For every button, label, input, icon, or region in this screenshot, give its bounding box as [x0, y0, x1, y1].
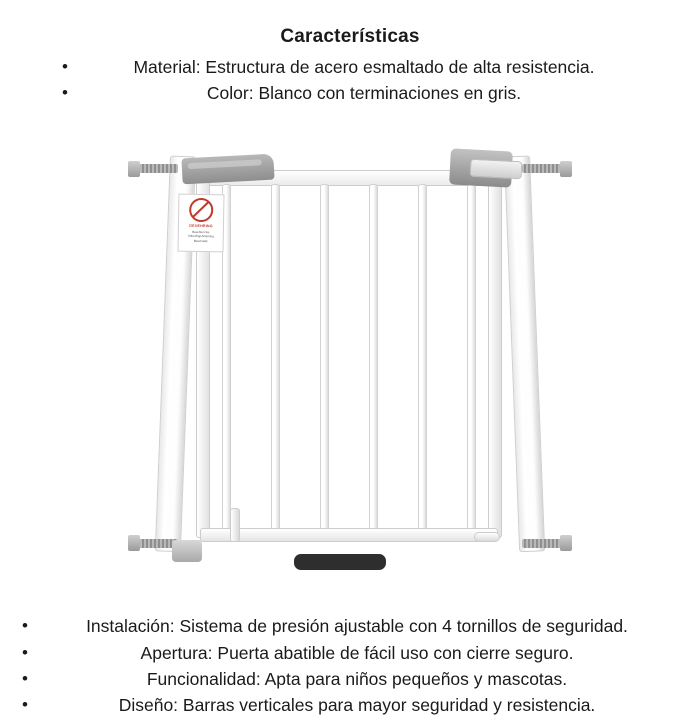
- pressure-bolt-cap-bottom-right: [560, 535, 572, 551]
- page-title: Características: [280, 26, 420, 47]
- feature-text: Funcionalidad: Apta para niños pequeños y mascotas.: [146, 668, 568, 689]
- feature-text: Diseño: Barras verticales para mayor seguridad y resistencia.: [118, 694, 596, 715]
- warning-sticker: [177, 194, 224, 253]
- door-frame-right: [488, 178, 502, 538]
- door-frame-bottom: [200, 528, 498, 542]
- bullet-icon: •: [62, 83, 68, 103]
- door-bar: [320, 184, 329, 538]
- lower-lock-pin: [230, 508, 240, 542]
- pressure-bolt-cap-top-left: [128, 161, 140, 177]
- pressure-bolt-top-right: [522, 164, 564, 173]
- door-bar: [418, 184, 427, 538]
- pressure-bolt-bottom-right: [522, 539, 564, 548]
- list-item: [0, 613, 700, 639]
- safety-gate-illustration: [118, 144, 582, 564]
- gate-latch-knob-icon: [470, 159, 523, 180]
- list-item: [0, 80, 700, 106]
- no-entry-icon: [189, 198, 213, 222]
- bullet-icon: •: [22, 694, 28, 714]
- product-image: [0, 144, 700, 564]
- gate-hinge-icon: [181, 154, 274, 185]
- feature-text: Instalación: Sistema de presión ajustable con 4 tornillos de seguridad.: [86, 616, 628, 637]
- feature-text: Apertura: Puerta abatible de fácil uso con cierre seguro.: [140, 642, 574, 663]
- gate-foot-pad: [294, 554, 386, 570]
- bullet-icon: •: [62, 57, 68, 76]
- feature-text: Color: Blanco con terminaciones en gris.: [206, 83, 522, 104]
- sticker-line: Beschreibt: [193, 238, 208, 243]
- sticker-brand: GEUEHRING: [189, 223, 213, 229]
- gate-door: [196, 170, 502, 542]
- door-bar: [271, 184, 280, 538]
- lower-right-pin: [474, 532, 500, 542]
- sticker-line: Unbedingt Anleitung: [187, 234, 214, 239]
- product-description-page: [0, 26, 700, 726]
- door-bar: [467, 184, 476, 538]
- list-item: [0, 666, 700, 692]
- pressure-bolt-cap-bottom-left: [128, 535, 140, 551]
- gate-right-post: [504, 156, 545, 553]
- door-bars: [222, 184, 476, 538]
- door-bar: [369, 184, 378, 538]
- bullet-icon: •: [22, 668, 28, 688]
- sticker-text: [184, 230, 218, 244]
- list-item: [0, 692, 700, 718]
- sticker-line: Beachten Sie: [192, 229, 210, 235]
- features-bottom-list: [0, 613, 700, 718]
- feature-text: Material: Estructura de acero esmaltado de alta resistencia.: [133, 57, 595, 77]
- bullet-icon: •: [22, 642, 28, 662]
- list-item: [0, 54, 700, 80]
- pressure-bolt-top-left: [136, 164, 178, 173]
- gate-foot-left: [172, 540, 202, 562]
- bullet-icon: •: [22, 616, 28, 636]
- list-item: [0, 640, 700, 666]
- features-top-list: [0, 54, 700, 106]
- pressure-bolt-cap-top-right: [560, 161, 572, 177]
